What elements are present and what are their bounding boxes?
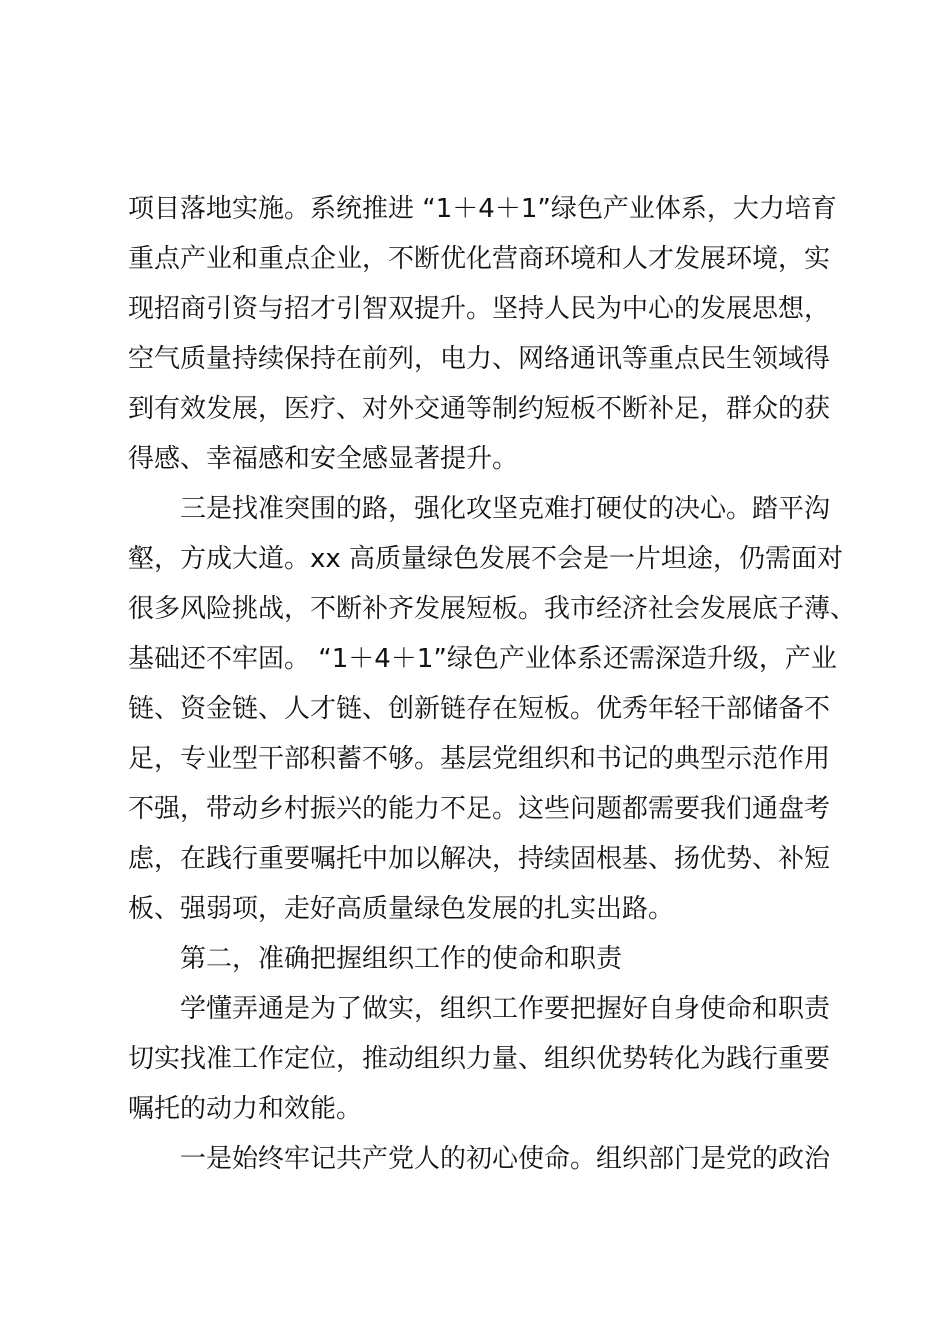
text-line: 三是找准突围的路，强化攻坚克难打硬仗的决心。踏平沟	[180, 494, 831, 524]
text-line: 虑，在践行重要嘱托中加以解决，持续固根基、扬优势、补短	[128, 844, 831, 874]
text-line: 重点产业和重点企业，不断优化营商环境和人才发展环境，实	[128, 244, 831, 274]
paragraph-4	[128, 984, 840, 1134]
text-line: 切实找准工作定位，推动组织力量、组织优势转化为践行重要	[128, 1044, 831, 1074]
paragraph-2	[128, 484, 857, 934]
paragraph-1	[128, 184, 840, 484]
text-line: 到有效发展，医疗、对外交通等制约短板不断补足，群众的获	[128, 394, 831, 424]
paragraph-5	[128, 1134, 840, 1184]
text-line: 不强，带动乡村振兴的能力不足。这些问题都需要我们通盘考	[128, 794, 831, 824]
text-line: 壑，方成大道。xx 高质量绿色发展不会是一片坦途，仍需面对	[128, 544, 844, 574]
text-line: 现招商引资与招才引智双提升。坚持人民为中心的发展思想，	[128, 294, 831, 324]
text-line: 足，专业型干部积蓄不够。基层党组织和书记的典型示范作用	[128, 744, 831, 774]
text-line: 空气质量持续保持在前列，电力、网络通讯等重点民生领域得	[128, 344, 831, 374]
text-line: 链、资金链、人才链、创新链存在短板。优秀年轻干部储备不	[128, 694, 831, 724]
text-line: 学懂弄通是为了做实，组织工作要把握好自身使命和职责	[180, 994, 831, 1024]
text-line: 第二，准确把握组织工作的使命和职责	[180, 944, 623, 974]
text-line: 板、强弱项，走好高质量绿色发展的扎实出路。	[128, 894, 675, 924]
text-line: 得感、幸福感和安全感显著提升。	[128, 444, 519, 474]
section-heading	[128, 934, 840, 984]
document-body	[128, 184, 857, 1184]
text-line: 项目落地实施。系统推进 “1＋4＋1”绿色产业体系，大力培育	[128, 194, 837, 224]
text-line: 嘱托的动力和效能。	[128, 1094, 363, 1124]
text-line: 一是始终牢记共产党人的初心使命。组织部门是党的政治	[180, 1144, 831, 1174]
text-line: 很多风险挑战，不断补齐发展短板。我市经济社会发展底子薄、	[128, 594, 857, 624]
text-line: 基础还不牢固。 “1＋4＋1”绿色产业体系还需深造升级，产业	[128, 644, 837, 674]
